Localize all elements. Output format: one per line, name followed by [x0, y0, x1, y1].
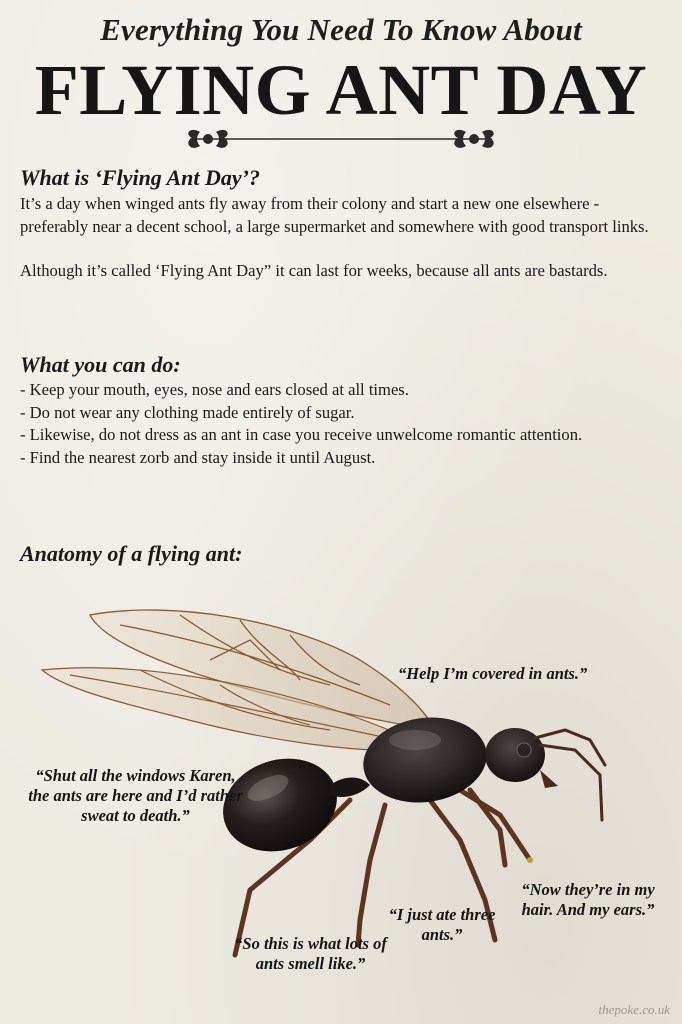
- intro-paragraph-1: It’s a day when winged ants fly away from their colony and start a new one elsewhere - preferably near a decent school, a large supermarket and somewhere with good transport links.: [20, 194, 649, 236]
- site-credit: thepoke.co.uk: [598, 1002, 670, 1017]
- ornamental-divider: [150, 124, 532, 154]
- ant-eye: [517, 743, 531, 757]
- callout-help: “Help I’m covered in ants.”: [398, 664, 588, 683]
- ant-feet: [527, 857, 533, 863]
- advice-item: - Likewise, do not dress as an ant in case you receive unwelcome romantic attention.: [20, 425, 583, 444]
- ant-mandible: [540, 770, 558, 788]
- main-title: FLYING ANT DAY: [34, 50, 648, 130]
- section-heading-what: What is ‘Flying Ant Day’?: [20, 165, 260, 190]
- section-heading-anatomy: Anatomy of a flying ant:: [20, 541, 243, 566]
- advice-item: - Find the nearest zorb and stay inside it until August.: [20, 447, 376, 467]
- flourish-right-icon: [454, 130, 493, 148]
- intro-paragraph-2: Although it’s called ‘Flying Ant Day” it can last for weeks, because all ants are bastards.: [20, 261, 608, 280]
- advice-item: - Do not wear any clothing made entirely of sugar.: [20, 402, 355, 422]
- section-heading-do: What you can do:: [20, 352, 181, 377]
- callout-ate: “I just ate three ants.”: [388, 905, 496, 944]
- callout-hair: “Now they’re in my hair. And my ears.”: [521, 880, 655, 919]
- ant-head: [485, 728, 545, 782]
- ant-petiole: [330, 778, 370, 797]
- callout-windows: “Shut all the windows Karen, the ants are here and I’d rather sweat to death.”: [28, 766, 243, 825]
- advice-list: [20, 379, 670, 469]
- callout-smell: “So this is what lots of ants smell like.”: [234, 934, 387, 973]
- kicker-title: Everything You Need To Know About: [100, 12, 582, 47]
- advice-item: - Keep your mouth, eyes, nose and ears closed at all times.: [20, 380, 409, 399]
- intro-text: [20, 193, 670, 283]
- flourish-left-icon: [188, 130, 227, 148]
